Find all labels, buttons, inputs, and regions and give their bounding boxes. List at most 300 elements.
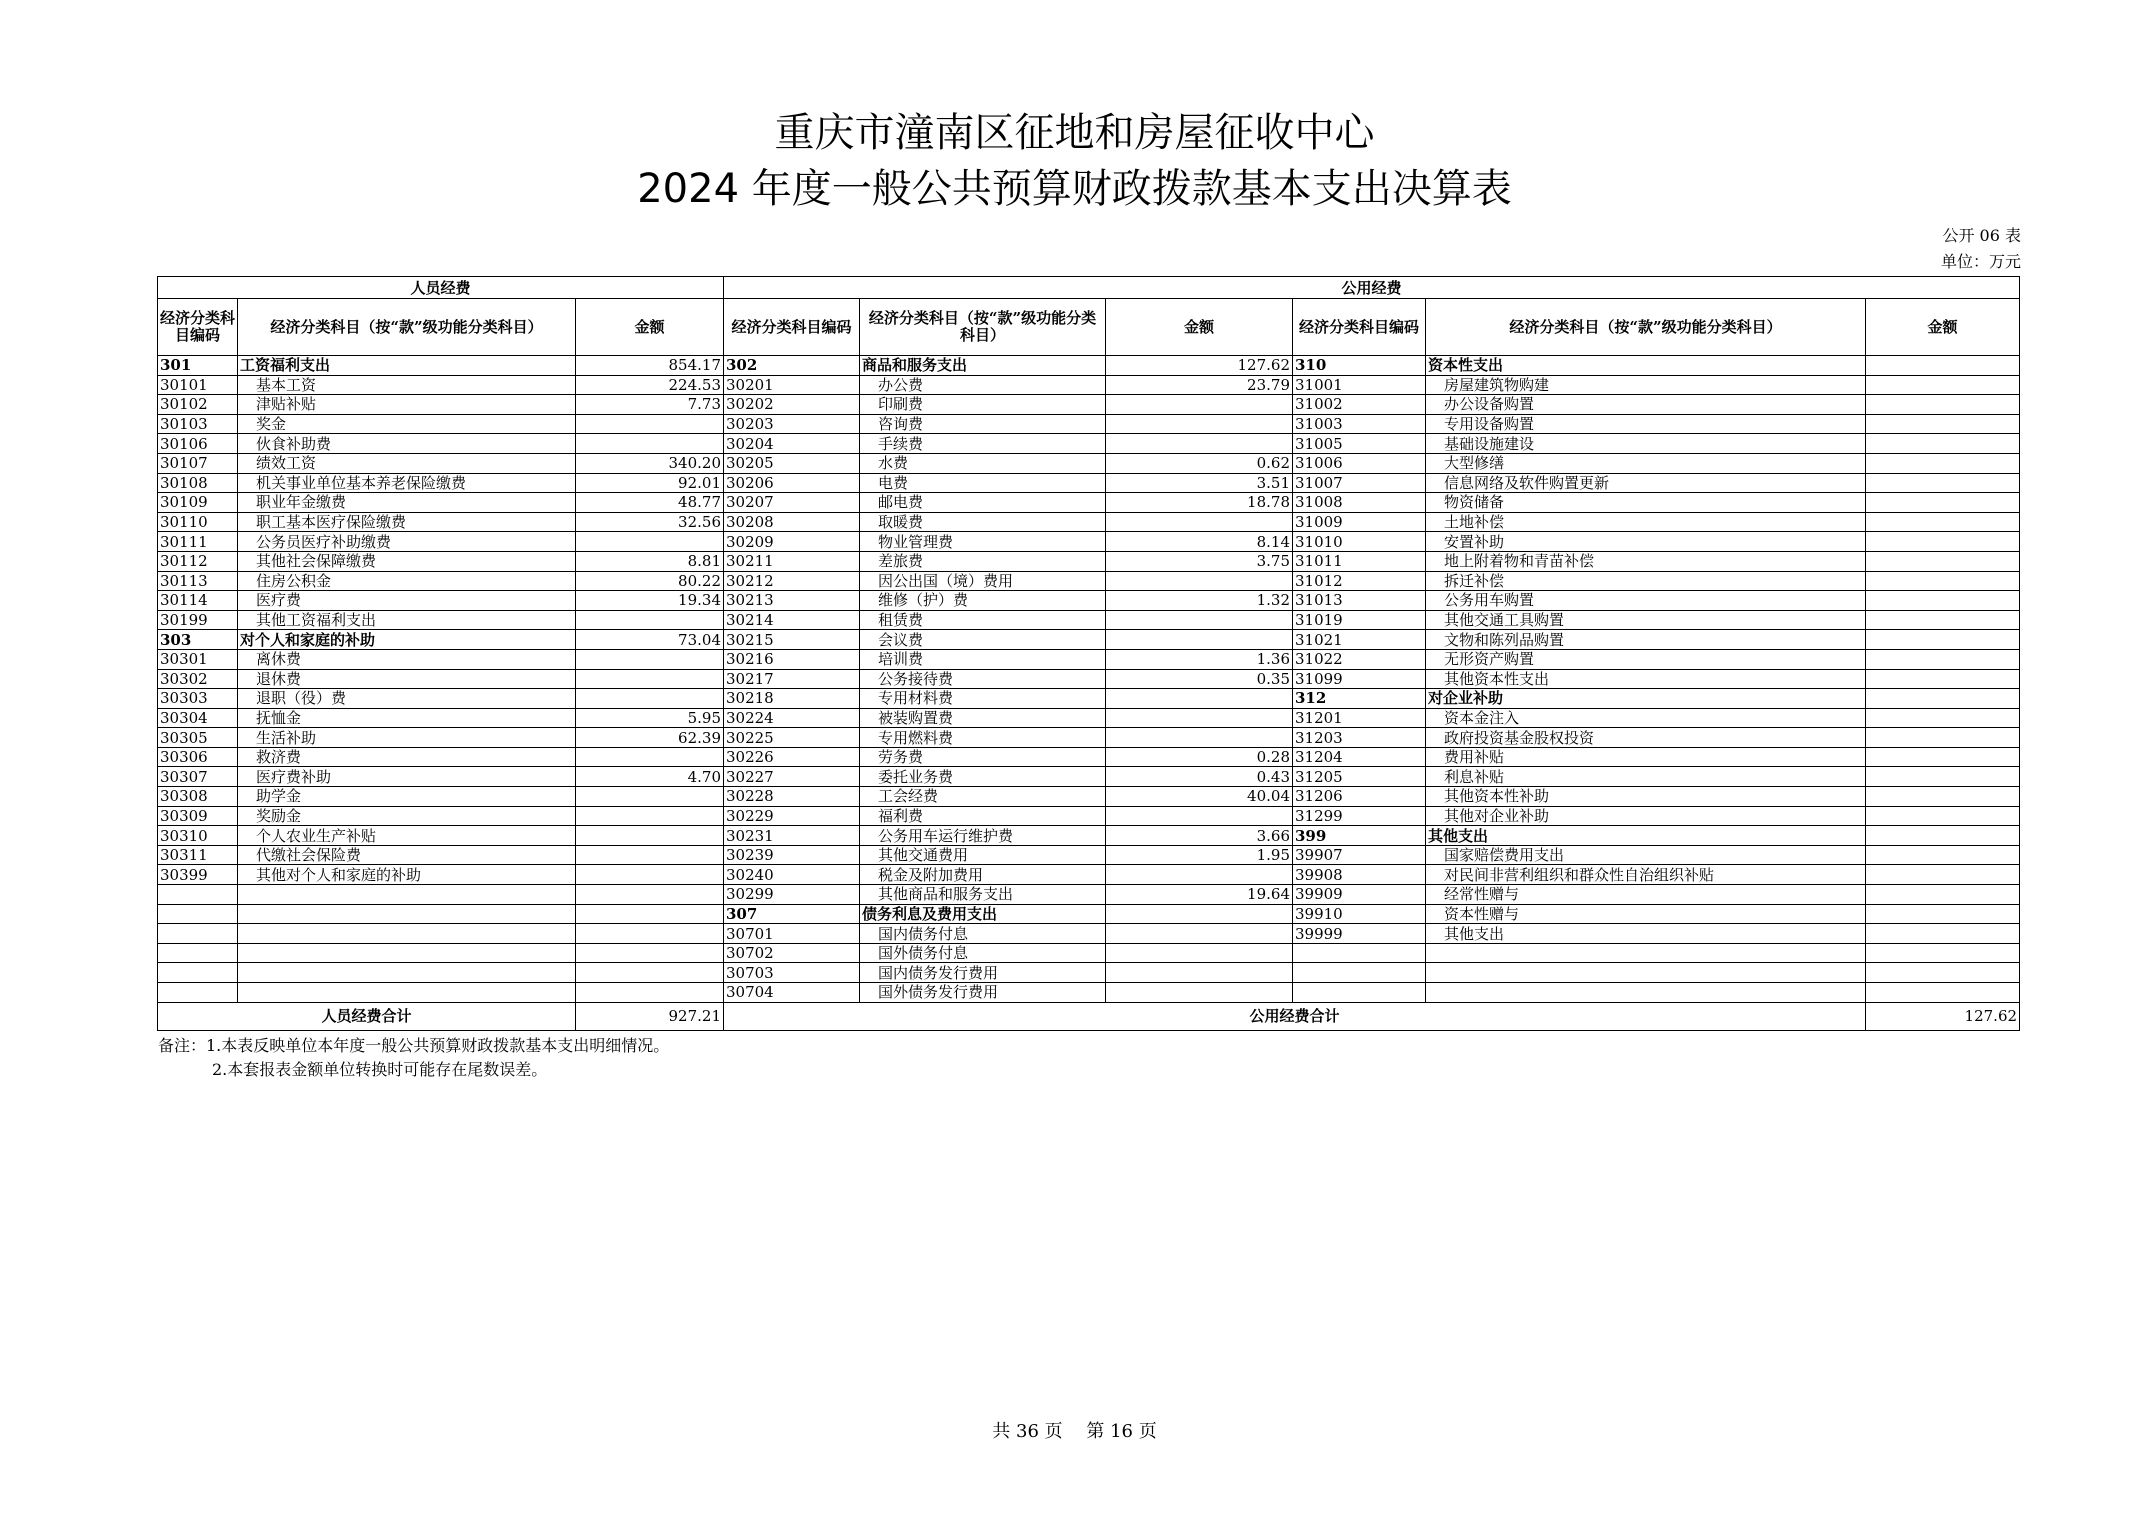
cell-name: 抚恤金 — [238, 708, 576, 728]
table-row — [158, 806, 2020, 826]
table-row — [158, 963, 2020, 983]
cell-code: 30114 — [158, 591, 238, 611]
cell-amount — [1866, 649, 2020, 669]
cell-amount — [1106, 512, 1293, 532]
cell-name: 邮电费 — [860, 493, 1106, 513]
cell-code: 30302 — [158, 669, 238, 689]
table-row — [158, 375, 2020, 395]
cell-amount — [1866, 669, 2020, 689]
table-row — [158, 865, 2020, 885]
total-public-label: 公用经费合计 — [724, 1002, 1866, 1030]
cell-code: 31003 — [1293, 414, 1426, 434]
cell-code: 31021 — [1293, 630, 1426, 650]
table-row — [158, 669, 2020, 689]
cell-code: 30112 — [158, 551, 238, 571]
cell-name: 其他支出 — [1426, 826, 1866, 846]
table-row — [158, 904, 2020, 924]
cell-amount — [1866, 924, 2020, 944]
cell-code: 30204 — [724, 434, 860, 454]
cell-code: 30110 — [158, 512, 238, 532]
cell-name: 劳务费 — [860, 747, 1106, 767]
cell-name: 基本工资 — [238, 375, 576, 395]
cell-code: 307 — [724, 904, 860, 924]
cell-name: 工会经费 — [860, 787, 1106, 807]
cell-name: 咨询费 — [860, 414, 1106, 434]
cell-name: 其他工资福利支出 — [238, 610, 576, 630]
cell-name: 其他交通工具购置 — [1426, 610, 1866, 630]
cell-name: 公务用车购置 — [1426, 591, 1866, 611]
cell-amount — [1866, 551, 2020, 571]
cell-code: 30224 — [724, 708, 860, 728]
cell-name: 专用燃料费 — [860, 728, 1106, 748]
cell-name: 差旅费 — [860, 551, 1106, 571]
cell-code: 31008 — [1293, 493, 1426, 513]
cell-code: 30213 — [724, 591, 860, 611]
header-code: 经济分类科目编码 — [1293, 299, 1426, 356]
cell-amount: 8.14 — [1106, 532, 1293, 552]
cell-name: 退休费 — [238, 669, 576, 689]
cell-code: 30106 — [158, 434, 238, 454]
table-row — [158, 630, 2020, 650]
cell-code: 30102 — [158, 395, 238, 415]
cell-name: 土地补偿 — [1426, 512, 1866, 532]
cell-name: 代缴社会保险费 — [238, 845, 576, 865]
page-indicator: 共 36 页 第 16 页 — [992, 1421, 1157, 1442]
cell-amount — [1106, 806, 1293, 826]
table-row — [158, 924, 2020, 944]
cell-amount: 340.20 — [576, 453, 724, 473]
report-title-unit: 重庆市潼南区征地和房屋征收中心 — [774, 110, 1375, 156]
cell-code: 30205 — [724, 453, 860, 473]
cell-name: 机关事业单位基本养老保险缴费 — [238, 473, 576, 493]
cell-amount — [1866, 414, 2020, 434]
cell-amount — [576, 806, 724, 826]
cell-name: 大型修缮 — [1426, 453, 1866, 473]
header-name: 经济分类科目（按“款”级功能分类科目） — [860, 299, 1106, 356]
cell-code: 30214 — [724, 610, 860, 630]
expenditure-table — [157, 276, 2020, 1031]
cell-name: 国外债务付息 — [860, 943, 1106, 963]
cell-name: 其他对个人和家庭的补助 — [238, 865, 576, 885]
cell-code: 30399 — [158, 865, 238, 885]
cell-amount: 1.95 — [1106, 845, 1293, 865]
note-line-1: 备注：1.本表反映单位本年度一般公共预算财政拨款基本支出明细情况。 — [158, 1036, 670, 1055]
cell-code: 30229 — [724, 806, 860, 826]
cell-amount: 18.78 — [1106, 493, 1293, 513]
cell-name: 资本金注入 — [1426, 708, 1866, 728]
cell-amount — [576, 826, 724, 846]
cell-amount — [1866, 904, 2020, 924]
cell-code: 30228 — [724, 787, 860, 807]
cell-name: 个人农业生产补贴 — [238, 826, 576, 846]
cell-code: 30199 — [158, 610, 238, 630]
cell-amount: 40.04 — [1106, 787, 1293, 807]
cell-name: 费用补贴 — [1426, 747, 1866, 767]
cell-amount — [576, 747, 724, 767]
cell-code: 30703 — [724, 963, 860, 983]
cell-amount — [576, 434, 724, 454]
cell-name: 资本性赠与 — [1426, 904, 1866, 924]
cell-name — [238, 924, 576, 944]
table-row — [158, 453, 2020, 473]
total-personnel-label: 人员经费合计 — [158, 1002, 576, 1030]
cell-code: 30211 — [724, 551, 860, 571]
cell-code — [1293, 983, 1426, 1003]
cell-amount — [1866, 356, 2020, 376]
cell-code: 31019 — [1293, 610, 1426, 630]
cell-name — [238, 904, 576, 924]
cell-name: 无形资产购置 — [1426, 649, 1866, 669]
cell-code: 31012 — [1293, 571, 1426, 591]
cell-amount — [576, 904, 724, 924]
cell-name: 债务利息及费用支出 — [860, 904, 1106, 924]
cell-amount — [576, 885, 724, 905]
cell-name: 公务用车运行维护费 — [860, 826, 1106, 846]
cell-code: 30202 — [724, 395, 860, 415]
cell-code: 30702 — [724, 943, 860, 963]
cell-amount: 127.62 — [1106, 356, 1293, 376]
table-row — [158, 767, 2020, 787]
cell-name: 委托业务费 — [860, 767, 1106, 787]
cell-code: 31099 — [1293, 669, 1426, 689]
note-line-2: 2.本套报表金额单位转换时可能存在尾数误差。 — [212, 1060, 548, 1079]
cell-name: 其他对企业补助 — [1426, 806, 1866, 826]
cell-amount: 5.95 — [576, 708, 724, 728]
cell-name — [1426, 943, 1866, 963]
cell-name: 国外债务发行费用 — [860, 983, 1106, 1003]
table-row — [158, 493, 2020, 513]
cell-amount — [1106, 963, 1293, 983]
table-row — [158, 356, 2020, 376]
cell-amount — [1106, 943, 1293, 963]
cell-code — [158, 983, 238, 1003]
cell-amount — [1106, 395, 1293, 415]
cell-name: 医疗费补助 — [238, 767, 576, 787]
cell-name — [238, 983, 576, 1003]
cell-amount — [1106, 708, 1293, 728]
cell-code: 31022 — [1293, 649, 1426, 669]
cell-amount — [1866, 630, 2020, 650]
form-number: 公开 06 表 — [1942, 226, 2021, 245]
cell-code — [1293, 943, 1426, 963]
cell-amount: 62.39 — [576, 728, 724, 748]
cell-code: 39907 — [1293, 845, 1426, 865]
total-public-amount: 127.62 — [1866, 1002, 2020, 1030]
cell-name: 公务员医疗补助缴费 — [238, 532, 576, 552]
cell-amount: 224.53 — [576, 375, 724, 395]
cell-amount — [1866, 512, 2020, 532]
cell-code: 31009 — [1293, 512, 1426, 532]
table-row — [158, 845, 2020, 865]
cell-code: 30299 — [724, 885, 860, 905]
cell-name: 其他资本性支出 — [1426, 669, 1866, 689]
table-row — [158, 787, 2020, 807]
cell-name: 助学金 — [238, 787, 576, 807]
cell-name — [1426, 983, 1866, 1003]
cell-name: 其他资本性补助 — [1426, 787, 1866, 807]
cell-code: 30101 — [158, 375, 238, 395]
cell-code: 30240 — [724, 865, 860, 885]
cell-name: 培训费 — [860, 649, 1106, 669]
cell-code: 31007 — [1293, 473, 1426, 493]
cell-name: 印刷费 — [860, 395, 1106, 415]
cell-amount — [1866, 395, 2020, 415]
cell-amount: 7.73 — [576, 395, 724, 415]
cell-amount — [1106, 924, 1293, 944]
cell-code: 30111 — [158, 532, 238, 552]
cell-name: 救济费 — [238, 747, 576, 767]
cell-amount — [576, 414, 724, 434]
table-row — [158, 551, 2020, 571]
cell-code: 30203 — [724, 414, 860, 434]
total-personnel-amount: 927.21 — [576, 1002, 724, 1030]
cell-name: 职工基本医疗保险缴费 — [238, 512, 576, 532]
cell-code — [1293, 963, 1426, 983]
header-amount: 金额 — [1866, 299, 2020, 356]
cell-name: 其他社会保障缴费 — [238, 551, 576, 571]
cell-code: 30307 — [158, 767, 238, 787]
table-row — [158, 610, 2020, 630]
cell-code — [158, 963, 238, 983]
cell-amount: 0.35 — [1106, 669, 1293, 689]
cell-name: 其他交通费用 — [860, 845, 1106, 865]
cell-amount — [1866, 943, 2020, 963]
cell-amount — [576, 787, 724, 807]
cell-amount — [1866, 689, 2020, 709]
cell-name: 办公设备购置 — [1426, 395, 1866, 415]
cell-code — [158, 924, 238, 944]
cell-code: 39908 — [1293, 865, 1426, 885]
table-row — [158, 532, 2020, 552]
cell-name: 专用材料费 — [860, 689, 1106, 709]
cell-name: 被装购置费 — [860, 708, 1106, 728]
cell-amount — [1866, 963, 2020, 983]
cell-name: 地上附着物和青苗补偿 — [1426, 551, 1866, 571]
table-row — [158, 591, 2020, 611]
cell-name: 安置补助 — [1426, 532, 1866, 552]
cell-name: 生活补助 — [238, 728, 576, 748]
cell-name: 经常性赠与 — [1426, 885, 1866, 905]
cell-name: 拆迁补偿 — [1426, 571, 1866, 591]
cell-code: 30218 — [724, 689, 860, 709]
cell-code: 30231 — [724, 826, 860, 846]
table-row — [158, 885, 2020, 905]
header-code: 经济分类科目编码 — [724, 299, 860, 356]
cell-amount: 23.79 — [1106, 375, 1293, 395]
cell-amount — [1106, 689, 1293, 709]
cell-amount — [1106, 865, 1293, 885]
cell-amount — [1106, 630, 1293, 650]
cell-name: 福利费 — [860, 806, 1106, 826]
cell-code: 312 — [1293, 689, 1426, 709]
cell-name: 基础设施建设 — [1426, 434, 1866, 454]
cell-code: 301 — [158, 356, 238, 376]
cell-code: 30206 — [724, 473, 860, 493]
cell-amount — [1106, 904, 1293, 924]
cell-amount: 48.77 — [576, 493, 724, 513]
cell-code: 30201 — [724, 375, 860, 395]
cell-name: 手续费 — [860, 434, 1106, 454]
table-row — [158, 983, 2020, 1003]
cell-amount — [1866, 787, 2020, 807]
cell-name: 房屋建筑物购建 — [1426, 375, 1866, 395]
cell-code: 30113 — [158, 571, 238, 591]
cell-code: 30216 — [724, 649, 860, 669]
cell-name: 职业年金缴费 — [238, 493, 576, 513]
cell-name: 商品和服务支出 — [860, 356, 1106, 376]
table-row — [158, 395, 2020, 415]
cell-name: 文物和陈列品购置 — [1426, 630, 1866, 650]
cell-amount: 32.56 — [576, 512, 724, 532]
cell-code: 30217 — [724, 669, 860, 689]
group-public: 公用经费 — [724, 277, 2020, 299]
table-row — [158, 649, 2020, 669]
cell-amount — [1866, 610, 2020, 630]
cell-code: 31002 — [1293, 395, 1426, 415]
cell-amount — [1106, 414, 1293, 434]
cell-code — [158, 943, 238, 963]
cell-name: 税金及附加费用 — [860, 865, 1106, 885]
cell-name: 其他商品和服务支出 — [860, 885, 1106, 905]
cell-code: 31011 — [1293, 551, 1426, 571]
cell-code: 30215 — [724, 630, 860, 650]
cell-amount — [1866, 747, 2020, 767]
cell-name: 工资福利支出 — [238, 356, 576, 376]
cell-name: 物资储备 — [1426, 493, 1866, 513]
cell-code: 30226 — [724, 747, 860, 767]
table-row — [158, 473, 2020, 493]
cell-amount — [1866, 708, 2020, 728]
cell-amount: 0.62 — [1106, 453, 1293, 473]
cell-amount: 80.22 — [576, 571, 724, 591]
cell-name: 其他支出 — [1426, 924, 1866, 944]
cell-code: 30304 — [158, 708, 238, 728]
cell-amount — [576, 943, 724, 963]
cell-name: 办公费 — [860, 375, 1106, 395]
cell-code: 30225 — [724, 728, 860, 748]
cell-amount — [1866, 434, 2020, 454]
cell-code: 310 — [1293, 356, 1426, 376]
cell-amount — [1866, 493, 2020, 513]
cell-code: 30308 — [158, 787, 238, 807]
cell-amount: 92.01 — [576, 473, 724, 493]
cell-code: 39999 — [1293, 924, 1426, 944]
cell-code: 30301 — [158, 649, 238, 669]
cell-code: 30108 — [158, 473, 238, 493]
cell-amount — [1106, 728, 1293, 748]
cell-name: 因公出国（境）费用 — [860, 571, 1106, 591]
table-row — [158, 826, 2020, 846]
cell-name — [1426, 963, 1866, 983]
cell-name: 国家赔偿费用支出 — [1426, 845, 1866, 865]
cell-amount — [576, 610, 724, 630]
cell-code: 31001 — [1293, 375, 1426, 395]
cell-amount — [576, 669, 724, 689]
cell-amount — [576, 983, 724, 1003]
table-row — [158, 708, 2020, 728]
cell-amount — [1106, 610, 1293, 630]
cell-amount — [576, 845, 724, 865]
cell-name — [238, 963, 576, 983]
cell-name: 政府投资基金股权投资 — [1426, 728, 1866, 748]
cell-name: 公务接待费 — [860, 669, 1106, 689]
cell-amount: 8.81 — [576, 551, 724, 571]
cell-code: 303 — [158, 630, 238, 650]
cell-name: 国内债务发行费用 — [860, 963, 1106, 983]
cell-amount — [576, 963, 724, 983]
cell-amount: 3.66 — [1106, 826, 1293, 846]
cell-name: 伙食补助费 — [238, 434, 576, 454]
cell-amount — [1866, 571, 2020, 591]
cell-amount: 0.43 — [1106, 767, 1293, 787]
cell-name: 维修（护）费 — [860, 591, 1106, 611]
cell-code: 30701 — [724, 924, 860, 944]
cell-code: 39910 — [1293, 904, 1426, 924]
table-row — [158, 943, 2020, 963]
table-row — [158, 747, 2020, 767]
cell-code: 31005 — [1293, 434, 1426, 454]
cell-name: 对个人和家庭的补助 — [238, 630, 576, 650]
cell-amount — [1866, 453, 2020, 473]
cell-amount: 3.75 — [1106, 551, 1293, 571]
cell-name — [238, 885, 576, 905]
table-row — [158, 571, 2020, 591]
cell-name: 住房公积金 — [238, 571, 576, 591]
cell-name: 离休费 — [238, 649, 576, 669]
cell-code: 30239 — [724, 845, 860, 865]
cell-amount — [1866, 865, 2020, 885]
cell-amount: 1.36 — [1106, 649, 1293, 669]
header-code: 经济分类科目编码 — [158, 299, 238, 356]
cell-name: 物业管理费 — [860, 532, 1106, 552]
header-name: 经济分类科目（按“款”级功能分类科目） — [238, 299, 576, 356]
cell-name: 信息网络及软件购置更新 — [1426, 473, 1866, 493]
cell-amount: 4.70 — [576, 767, 724, 787]
cell-code: 30704 — [724, 983, 860, 1003]
cell-code — [158, 885, 238, 905]
cell-code: 31204 — [1293, 747, 1426, 767]
cell-code — [158, 904, 238, 924]
table-row — [158, 728, 2020, 748]
cell-amount — [1866, 728, 2020, 748]
cell-name: 水费 — [860, 453, 1106, 473]
cell-amount: 19.34 — [576, 591, 724, 611]
cell-code: 30309 — [158, 806, 238, 826]
cell-amount: 1.32 — [1106, 591, 1293, 611]
cell-amount — [1106, 571, 1293, 591]
cell-code: 302 — [724, 356, 860, 376]
cell-name: 资本性支出 — [1426, 356, 1866, 376]
cell-code: 31006 — [1293, 453, 1426, 473]
cell-amount — [1106, 434, 1293, 454]
cell-code: 31299 — [1293, 806, 1426, 826]
cell-name: 国内债务付息 — [860, 924, 1106, 944]
cell-name: 专用设备购置 — [1426, 414, 1866, 434]
cell-amount: 19.64 — [1106, 885, 1293, 905]
cell-code: 30305 — [158, 728, 238, 748]
cell-name: 绩效工资 — [238, 453, 576, 473]
cell-amount — [1106, 983, 1293, 1003]
cell-amount: 73.04 — [576, 630, 724, 650]
cell-code: 31206 — [1293, 787, 1426, 807]
table-row — [158, 689, 2020, 709]
cell-name: 利息补贴 — [1426, 767, 1866, 787]
cell-code: 31013 — [1293, 591, 1426, 611]
cell-code: 31203 — [1293, 728, 1426, 748]
cell-code: 30208 — [724, 512, 860, 532]
cell-amount — [1866, 806, 2020, 826]
cell-name: 租赁费 — [860, 610, 1106, 630]
